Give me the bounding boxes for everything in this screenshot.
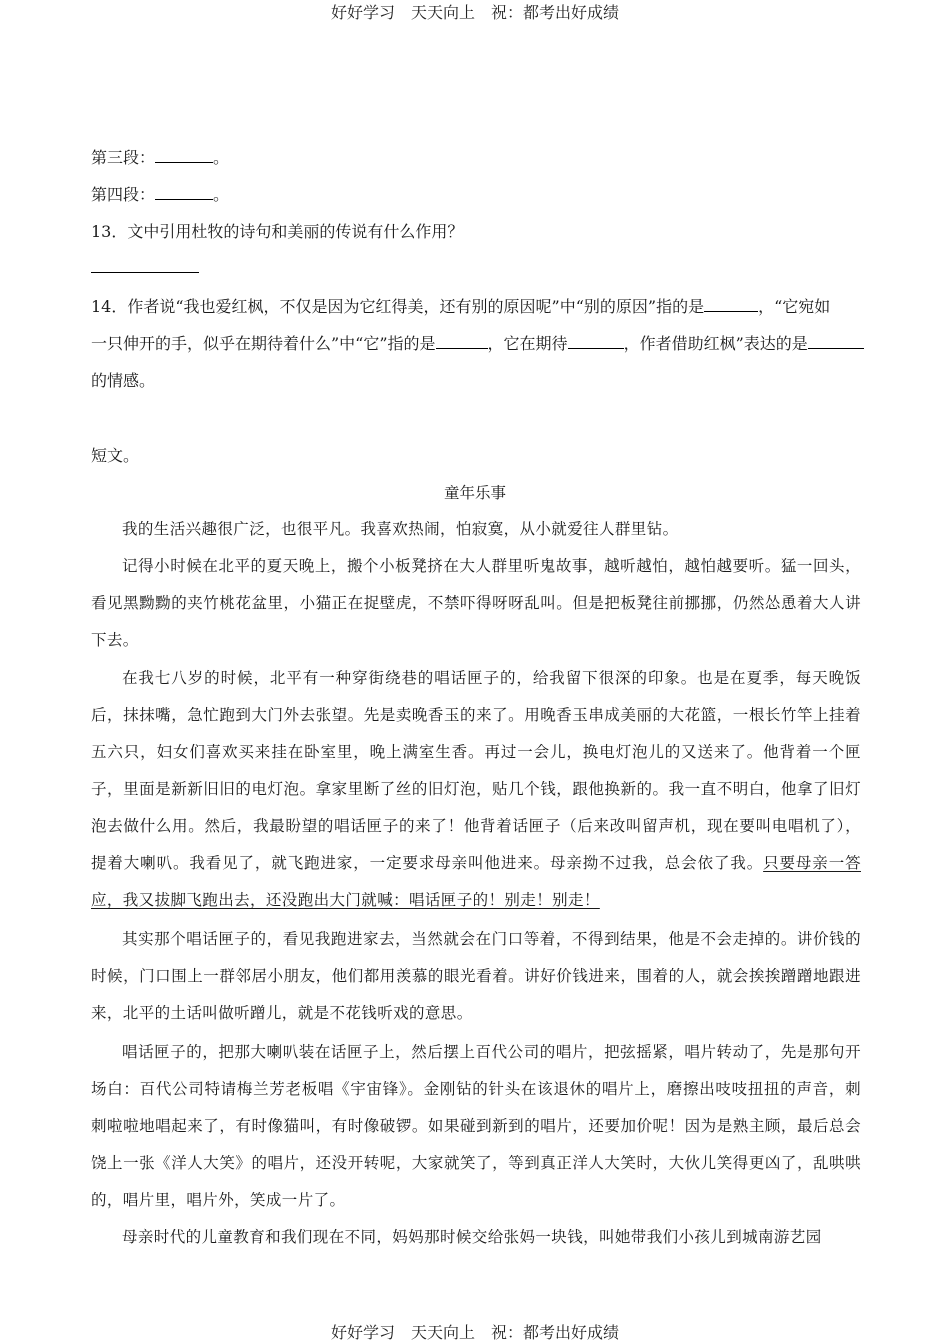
q14-text-3: 一只伸开的手，似乎在期待着什么”中“它”指的是 [91,334,436,353]
q14-text-5: ，作者借助红枫”表达的是 [623,334,808,353]
article-underlined-sentence: 只要母亲一答应，我又拔脚飞跑出去，还没跑出大门就喊：唱话匣子的！别走！别走！ [91,854,861,909]
q12-para4-blank[interactable] [155,182,213,200]
q14-blank-4[interactable] [808,331,864,349]
article-paragraph-4: 其实那个唱话匣子的，看见我跑进家去，当然就会在门口等着，不得到结果，他是不会走掉的。讲价钱的时候，门口围上一群邻居小朋友，他们都用羡慕的眼光看着。讲好价钱进来，围着的人，就会挨挨蹭蹭地跟进来，北平的土话叫做听蹭儿，就是不花钱听戏的意思。 [91,930,861,1022]
article-title: 童年乐事 [443,484,506,502]
q12-para4-end: 。 [213,185,230,204]
q14-text-4: ，它在期待 [487,334,568,353]
q14-line-3: 的情感。 [91,371,156,390]
page-header: 好好学习 天天向上 祝：都考出好成绩 [330,3,619,22]
q14-blank-3[interactable] [568,331,624,349]
article-paragraph-1: 我的生活兴趣很广泛，也很平凡。我喜欢热闹，怕寂寞，从小就爱往人群里钻。 [122,520,679,538]
article-paragraph-2: 记得小时候在北平的夏天晚上，搬个小板凳挤在大人群里听鬼故事，越听越怕，越怕越要听。猛一回头，看见黑黝黝的夹竹桃花盆里，小猫正在捉壁虎，不禁吓得呀呀乱叫。但是把板凳往前挪挪，仍然怂恿着大人讲下去。 [91,557,861,649]
page-footer: 好好学习 天天向上 祝：都考出好成绩 [330,1323,619,1342]
q14-blank-2[interactable] [436,331,488,349]
q12-para3-blank[interactable] [155,145,213,163]
q12-para4-label: 第四段： [91,185,156,204]
q12-para4-line [91,182,229,205]
q14-blank-1[interactable] [704,294,758,312]
q14-line-2 [91,331,864,354]
article-paragraph-3 [91,660,861,919]
q14-text-2: ，“它宛如 [758,297,831,316]
q14-line-1 [91,294,830,317]
q12-para3-label: 第三段： [91,148,156,167]
q13-question: 13．文中引用杜牧的诗句和美丽的传说有什么作用？ [91,222,464,241]
q12-para3-line [91,145,229,168]
q13-answer-blank[interactable] [91,272,199,273]
article-paragraph-3-text: 在我七八岁的时候，北平有一种穿街绕巷的唱话匣子的，给我留下很深的印象。也是在夏季，每天晚饭后，抹抹嘴，急忙跑到大门外去张望。先是卖晚香玉的来了。用晚香玉串成美丽的大花篮，一根长竹竿上挂着五六只，妇女们喜欢买来挂在卧室里，晚上满室生香。再过一会儿，换电灯泡儿的又送来了。他背着一个匣子，里面是新新旧旧的电灯泡。拿家里断了丝的旧灯泡，贴几个钱，跟他换新的。我一直不明白，他拿了旧灯泡去做什么用。然后，我最盼望的唱话匣子的来了！他背着话匣子（后来改叫留声机，现在要叫电唱机了），提着大喇叭。我看见了，就飞跑进家，一定要求母亲叫他进来。母亲拗不过我，总会依了我。 [91,669,861,872]
q12-para3-end: 。 [213,148,230,167]
article-paragraph-5: 唱话匣子的，把那大喇叭装在话匣子上，然后摆上百代公司的唱片，把弦摇紧，唱片转动了，先是那句开场白：百代公司特请梅兰芳老板唱《宇宙锋》。金刚钻的针头在该退休的唱片上，磨擦出吱吱扭扭的声音，刺刺啦啦地唱起来了，有时像猫叫，有时像破锣。如果碰到新到的唱片，还要加价呢！因为是熟主顾，最后总会饶上一张《洋人大笑》的唱片，还没开转呢，大家就笑了，等到真正洋人大笑时，大伙儿笑得更凶了，乱哄哄的，唱片里，唱片外，笑成一片了。 [91,1043,861,1209]
article-paragraph-6: 母亲时代的儿童教育和我们现在不同，妈妈那时候交给张妈一块钱，叫她带我们小孩儿到城南游艺园 [122,1228,822,1246]
q14-text-1: 14．作者说“我也爱红枫，不仅是因为它红得美，还有别的原因呢”中“别的原因”指的是 [91,297,705,316]
article-intro: 短文。 [91,446,140,465]
